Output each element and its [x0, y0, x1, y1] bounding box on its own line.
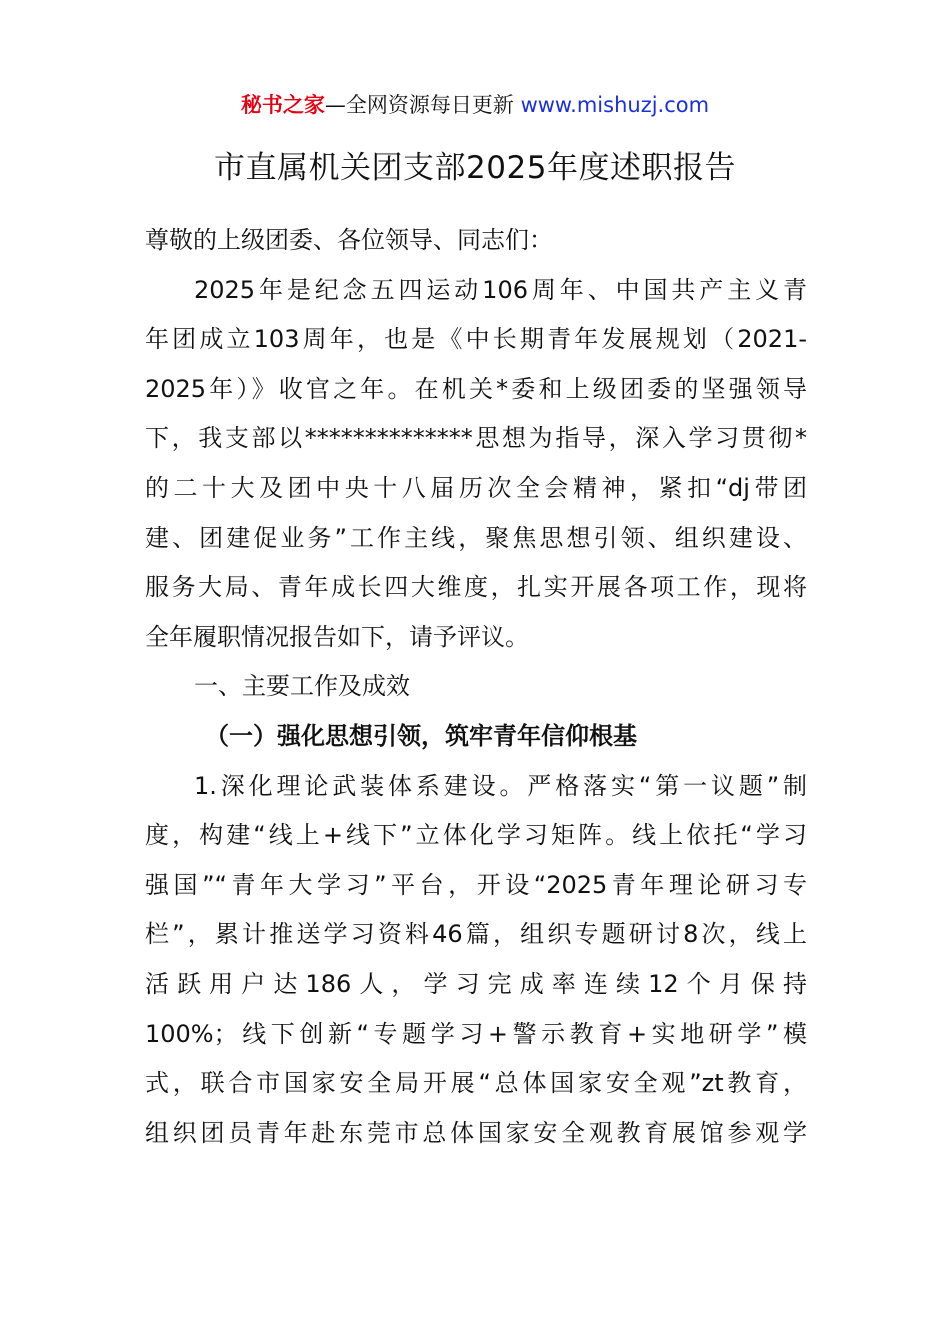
paragraph-line: 建、团建促业务”工作主线，聚焦思想引领、组织建设、	[145, 523, 807, 552]
paragraph-line: 强国”“青年大学习”平台，开设“2025青年理论研习专	[145, 870, 807, 899]
paragraph-line: 2025年）》收官之年。在机关*委和上级团委的坚强领导	[145, 374, 807, 403]
site-header	[0, 88, 950, 122]
section-heading: 一、主要工作及成效	[194, 672, 410, 701]
paragraph-line: 的二十大及团中央十八届历次全会精神，紧扣“dj带团	[145, 473, 807, 502]
salutation-line: 尊敬的上级团委、各位领导、同志们：	[145, 226, 553, 254]
paragraph-line: 栏”，累计推送学习资料46篇，组织专题研讨8次，线上	[145, 920, 807, 949]
subsection-heading: （一）强化思想引领，筑牢青年信仰根基	[205, 721, 637, 750]
paragraph-line: 全年履职情况报告如下，请予评议。	[145, 622, 529, 651]
site-url-link[interactable]: www.mishuzj.com	[520, 93, 710, 117]
paragraph-line: 活跃用户达186人，学习完成率连续12个月保持	[145, 969, 807, 998]
paragraph-line: 1.深化理论武装体系建设。严格落实“第一议题”制	[194, 771, 807, 800]
header-slogan: —全网资源每日更新	[324, 93, 514, 117]
paragraph-line: 服务大局、青年成长四大维度，扎实开展各项工作，现将	[145, 573, 807, 602]
paragraph-line: 100%；线下创新“专题学习+警示教育+实地研学”模	[145, 1019, 807, 1048]
paragraph-line: 式，联合市国家安全局开展“总体国家安全观”zt教育，	[145, 1069, 807, 1098]
brand-name: 秘书之家	[240, 93, 325, 117]
paragraph-line: 2025年是纪念五四运动106周年、中国共产主义青	[194, 275, 807, 304]
document-title: 市直属机关团支部2025年度述职报告	[214, 150, 736, 186]
document-body	[145, 216, 807, 1158]
paragraph-line: 组织团员青年赴东莞市总体国家安全观教育展馆参观学	[145, 1118, 807, 1147]
paragraph-line: 度，构建“线上+线下”立体化学习矩阵。线上依托“学习	[145, 821, 807, 850]
paragraph-line: 下，我支部以**************思想为指导，深入学习贯彻*	[145, 424, 807, 453]
paragraph-line: 年团成立103周年，也是《中长期青年发展规划（2021-	[145, 325, 807, 354]
